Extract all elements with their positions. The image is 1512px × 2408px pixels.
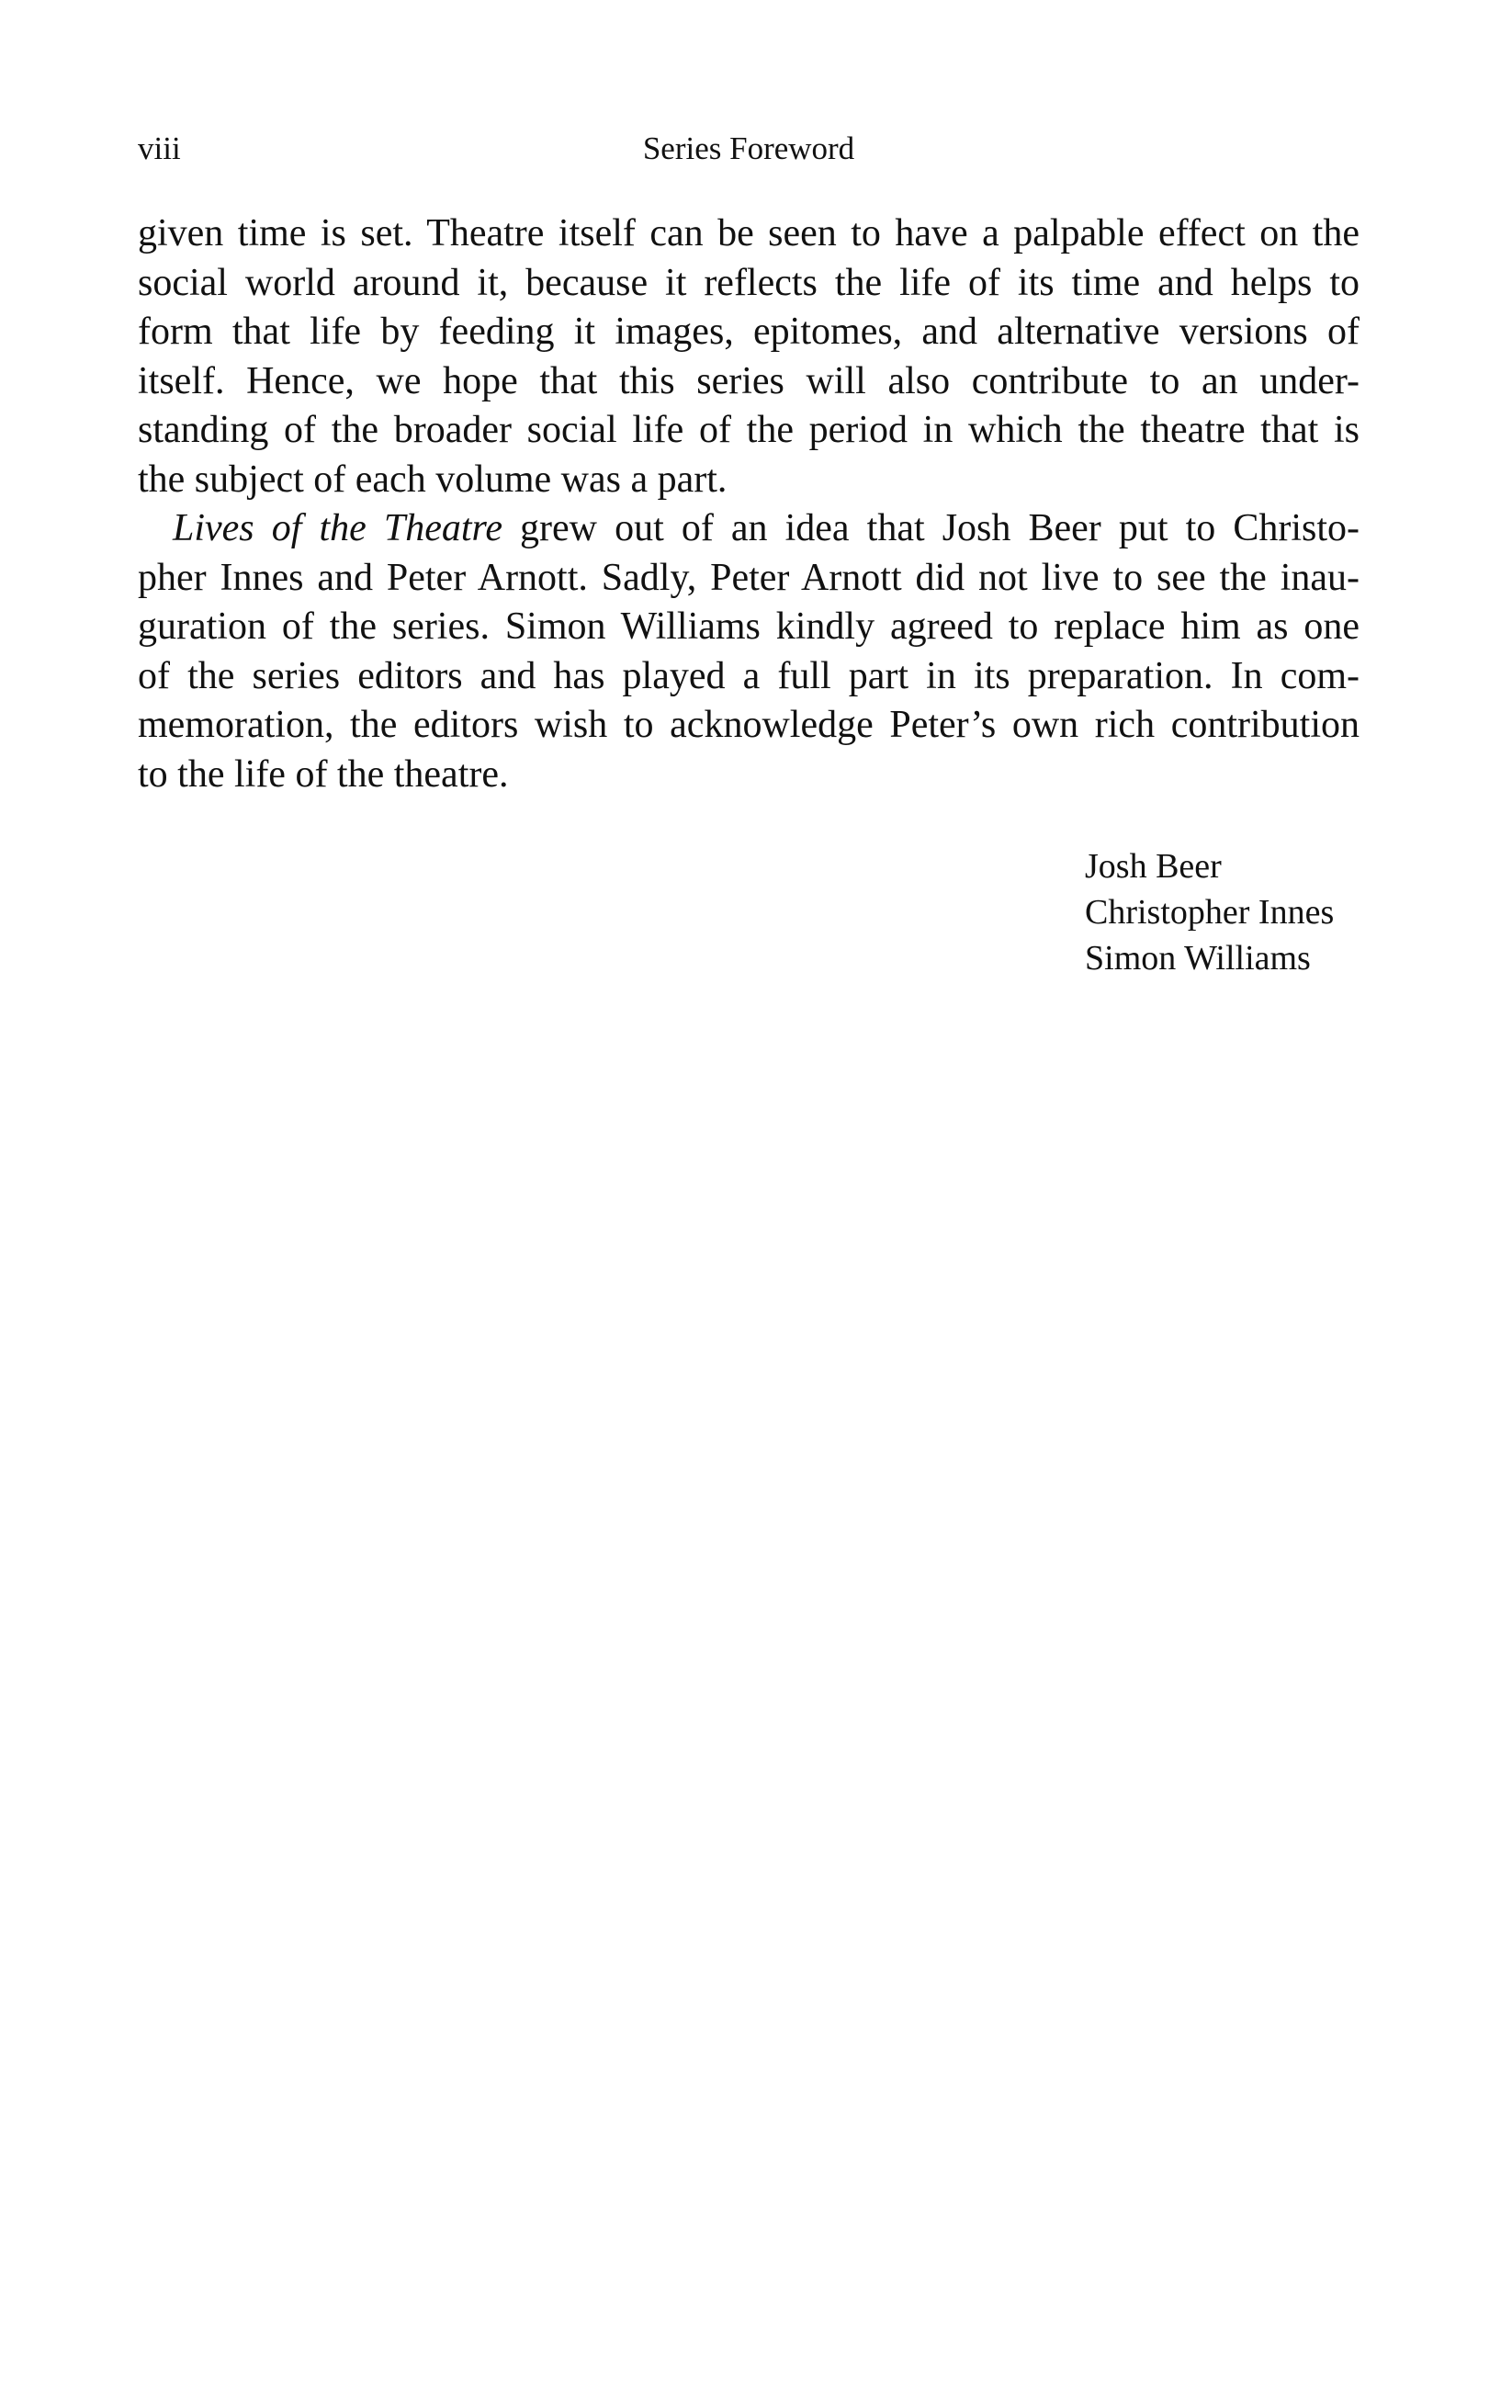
running-head — [138, 126, 1360, 172]
editor-name: Simon Williams — [1085, 939, 1311, 978]
paragraph-continuation — [138, 209, 1360, 504]
text-line: of the series editors and has played a full part in its preparation. In com- — [138, 654, 1360, 697]
text-line: to the life of the theatre. — [138, 752, 509, 796]
page-number: viii — [138, 130, 181, 166]
text-line: itself. Hence, we hope that this series will also contribute to an under- — [138, 359, 1360, 402]
series-title: Lives of the Theatre — [173, 507, 502, 549]
body-text — [138, 209, 1360, 799]
paragraph-series-origin — [138, 504, 1360, 799]
editor-name: Christopher Innes — [1085, 893, 1335, 932]
text-line: pher Innes and Peter Arnott. Sadly, Peter Arnott did not live to see the inau- — [138, 556, 1360, 599]
text-line: given time is set. Theatre itself can be seen to have a palpable effect on the — [138, 212, 1360, 254]
editor-name: Josh Beer — [1085, 847, 1222, 886]
text-line: form that life by feeding it images, epitomes, and alternative versions of — [138, 311, 1360, 353]
text-fragment: grew out of an idea that Josh Beer put to Christo- — [502, 507, 1360, 549]
text-line: standing of the broader social life of the period in which the theatre that is — [138, 409, 1360, 451]
text-line: the subject of each volume was a part. — [138, 458, 728, 501]
text-line: social world around it, because it reflects the life of its time and helps to — [138, 261, 1360, 304]
text-line — [138, 504, 1360, 554]
text-line: guration of the series. Simon Williams kindly agreed to replace him as one — [138, 605, 1360, 648]
text-line: memoration, the editors wish to acknowledge Peter’s own rich contribution — [138, 704, 1360, 746]
editor-signatures — [1085, 843, 1334, 981]
running-title: Series Foreword — [642, 130, 855, 166]
